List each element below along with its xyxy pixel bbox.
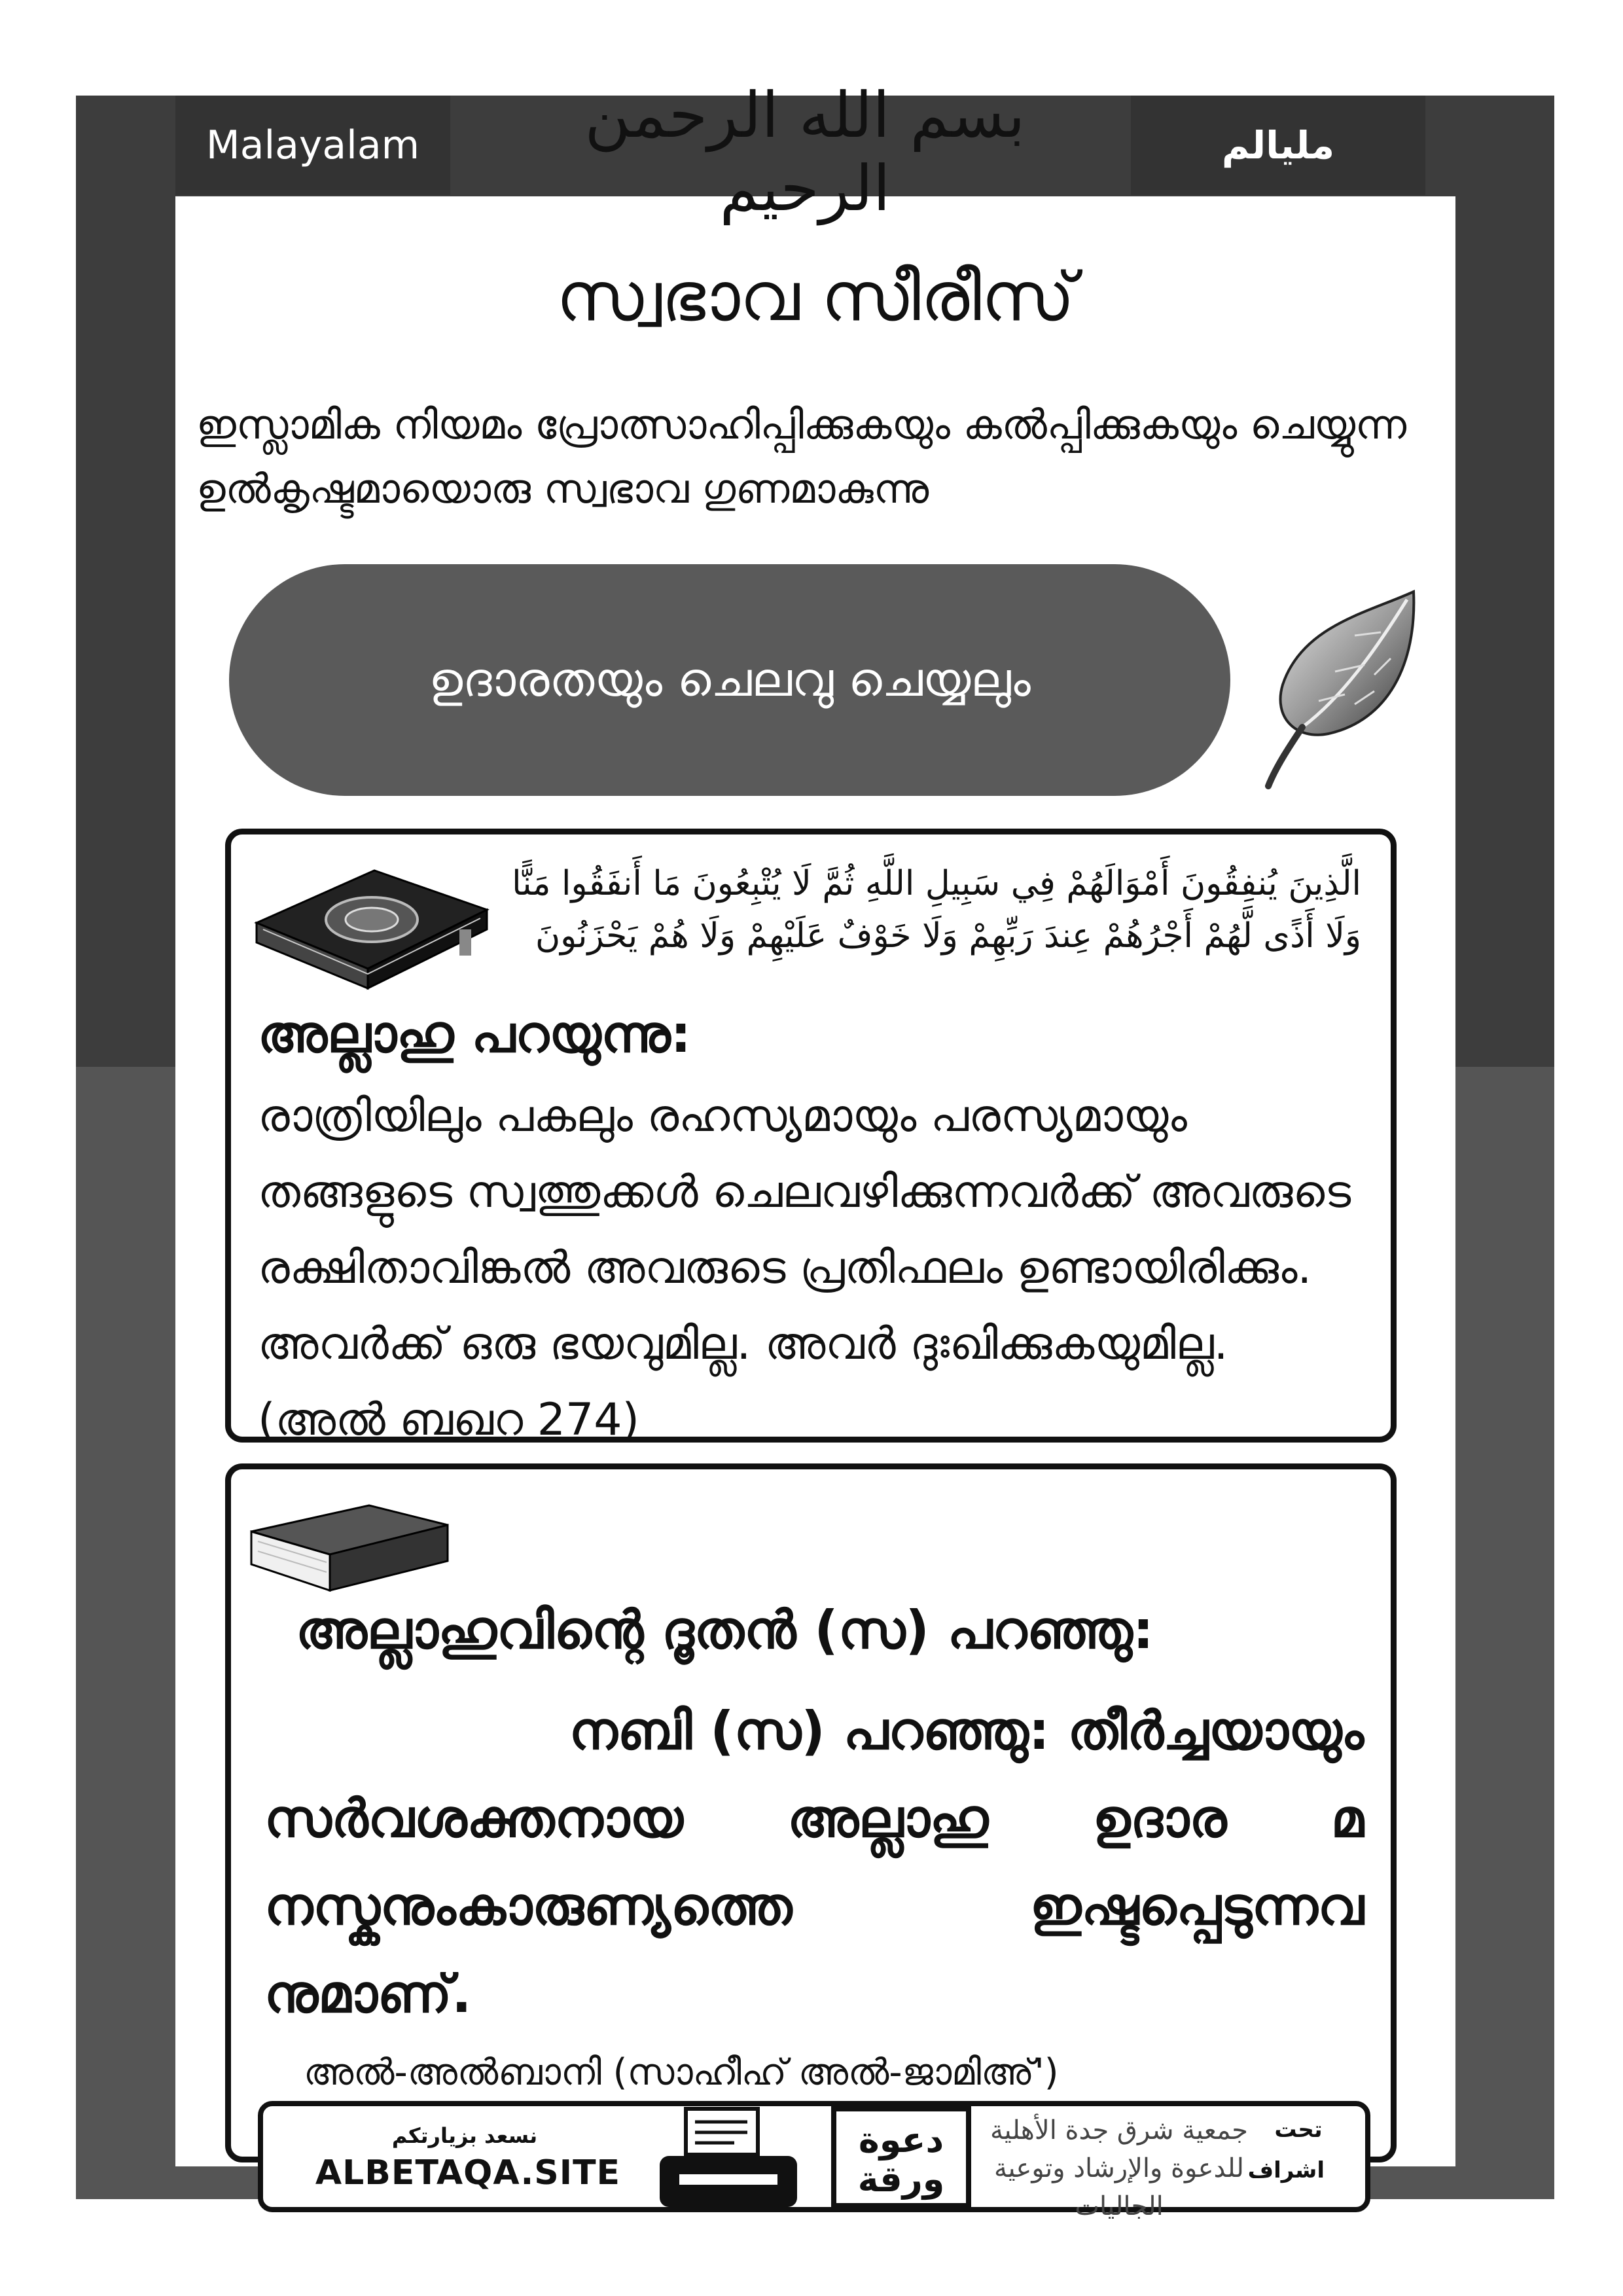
- quran-translation: രാത്രിയിലും പകലും രഹസ്യമായും പരസ്യമായും തങ്ങളുടെ സ്വത്തുക്കൾ ചെലവഴിക്കുന്നവർക്ക് അവരുടെ രക്ഷിതാവിങ്കൽ അവരുടെ പ്രതിഫലം ഉണ്ടായിരിക്കും. അവർക്ക് ഒരു ഭയവുമില്ല. അവർ ദുഃഖിക്കുകയുമില്ല. (അൽ ബഖറ 274): [258, 1090, 1351, 1446]
- printer-icon: [656, 2104, 826, 2215]
- logo-word-1: دعوة: [858, 2119, 944, 2161]
- logo-word-2: ورقة: [857, 2159, 945, 2200]
- supervision-label: تحت: [1274, 2117, 1323, 2143]
- bismillah-calligraphy: بسم الله الرحمن الرحيم: [584, 79, 1026, 225]
- topic-banner: [229, 564, 1230, 796]
- association-line: للدعوة والإرشاد وتوعية الجاليات: [994, 2153, 1244, 2221]
- quran-book-icon: [250, 857, 493, 992]
- quran-heading: അല്ലാഹു പറയുന്നു:: [258, 1005, 691, 1064]
- arabic-line: الَّذِينَ يُنفِقُونَ أَمْوَالَهُمْ فِي سَبِيلِ اللَّهِ ثُمَّ لَا يُتْبِعُونَ مَا أَنفَقُوا مَنًّا: [512, 864, 1361, 903]
- hadith-text: [264, 1687, 1364, 2038]
- dawah-logo-mark: [831, 2106, 971, 2208]
- topic-label: ഉദാരതയും ചെലവു ചെയ്യലും: [429, 652, 1031, 707]
- hadith-heading: അല്ലാഹുവിന്റെ ദൂതൻ (സ) പറഞ്ഞു:: [296, 1600, 1154, 1660]
- supervision-label: اشراف: [1247, 2157, 1325, 2183]
- language-tab-arabic: مليالم: [1131, 96, 1425, 195]
- hadith-source: അൽ-അൽബാനി (സാഹീഹ് അൽ-ജാമിഅ്'): [304, 2051, 1059, 2094]
- association-name: [982, 2111, 1257, 2225]
- hadith-first-line: നബി (സ) പറഞ്ഞു: തീർച്ചയായും: [569, 1700, 1364, 1761]
- page-subtitle: ഇസ്ലാമിക നിയമം പ്രോത്സാഹിപ്പിക്കുകയും കൽപ്പിക്കുകയും ചെയ്യുന്ന ഉൽകൃഷ്ടമായൊരു സ്വഭാവ ഗുണമാകുന്നു: [196, 401, 1407, 512]
- site-link[interactable]: ALBETAQA.SITE: [315, 2153, 621, 2193]
- association-line: جمعية شرق جدة الأهلية: [990, 2115, 1248, 2145]
- arabic-line: وَلَا أَذًى لَّهُمْ أَجْرُهُمْ عِندَ رَبِّهِمْ وَلَا خَوْفٌ عَلَيْهِمْ وَلَا هُمْ يَحْزَنُونَ: [535, 916, 1361, 956]
- quran-arabic-text: [504, 857, 1361, 962]
- leaf-icon: [1257, 586, 1421, 789]
- dawah-logo: [831, 2106, 971, 2208]
- closed-book-icon: [245, 1499, 454, 1597]
- hadith-body: സർവശക്തനായ അല്ലാഹു ഉദാര മ നസ്കനുംകാരുണ്യത്തെ ഇഷ്ടപ്പെടുന്നവ നുമാണ്.: [264, 1788, 1364, 2024]
- language-tab-english: Malayalam: [175, 96, 450, 195]
- visit-text: نسعد بزيارتكم: [391, 2123, 538, 2148]
- page-title: സ്വഭാവ സീരീസ്: [556, 257, 1075, 336]
